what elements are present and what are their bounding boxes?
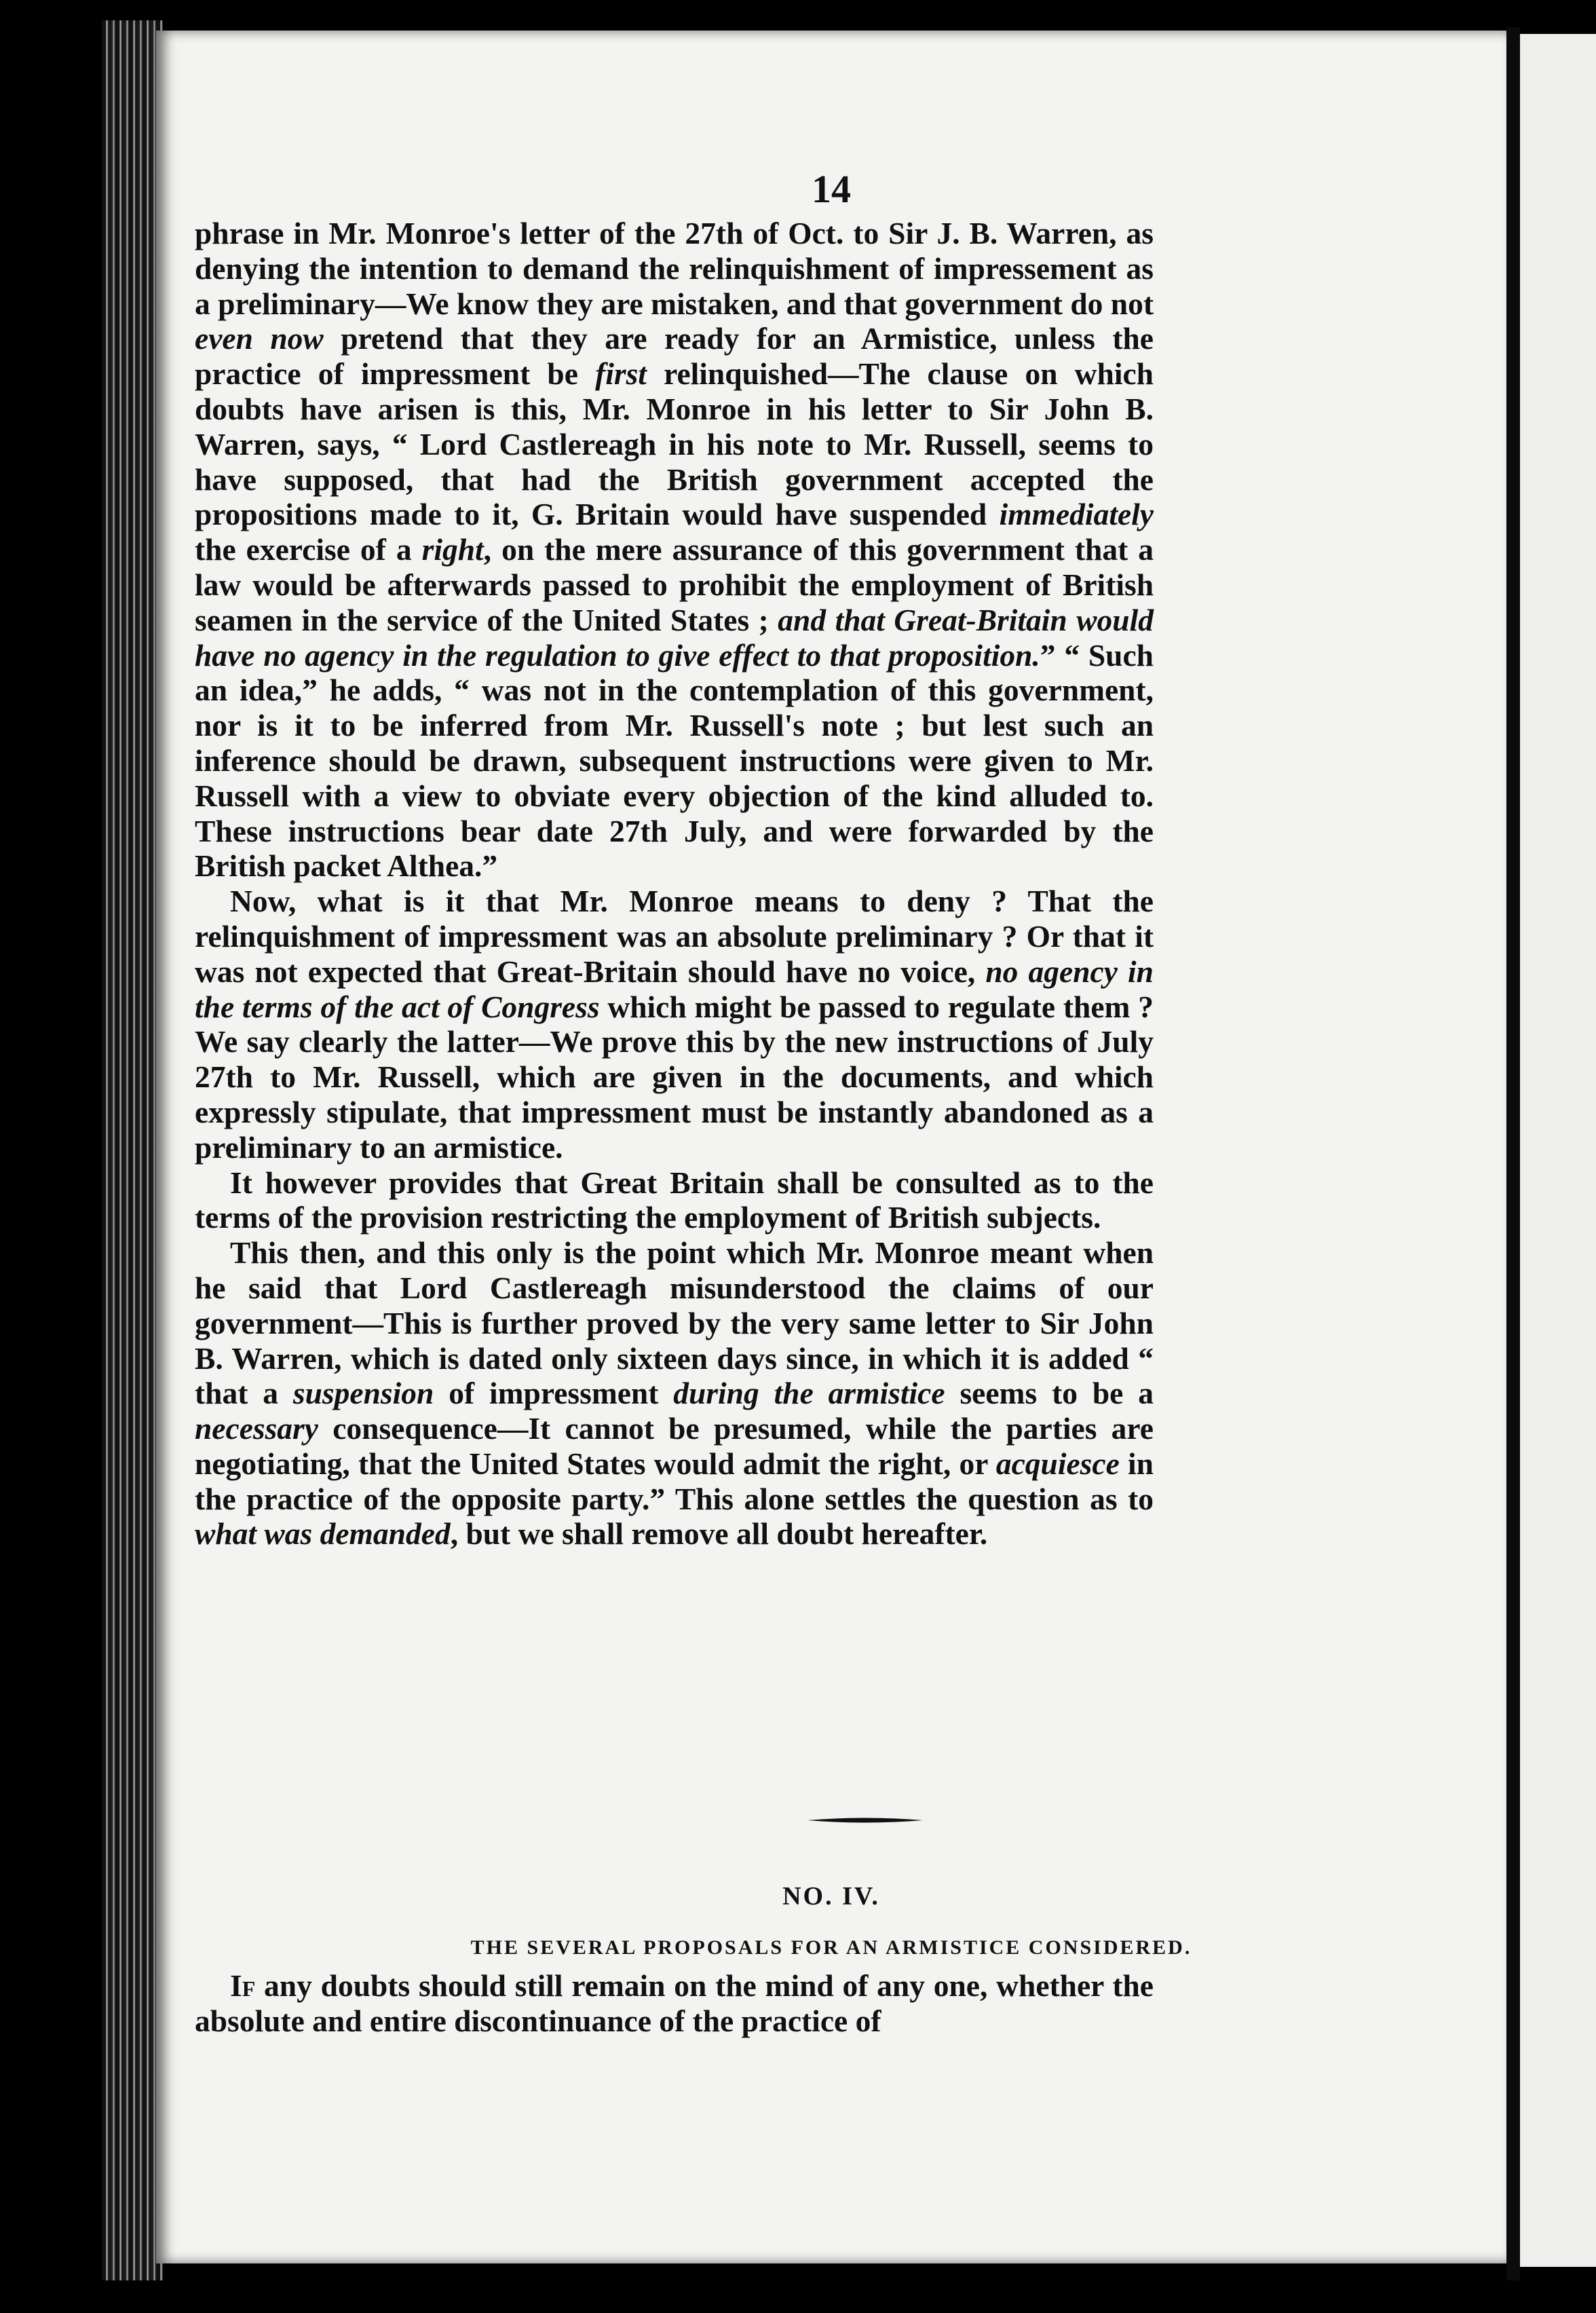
italic-text: no agency in the terms of the act of Congress — [195, 954, 1154, 1024]
paragraph-text: of impressment — [434, 1376, 674, 1411]
italic-text: right — [421, 532, 484, 567]
italic-text: during the armistice — [673, 1376, 945, 1411]
paragraph — [195, 884, 1154, 1165]
book-binding — [102, 20, 163, 2280]
section-opening-paragraph — [195, 1968, 1154, 2039]
section-divider-ornament — [808, 1817, 923, 1824]
paragraph — [195, 216, 1154, 884]
italic-text: necessary — [195, 1411, 318, 1446]
paragraph-text: seems to be a — [945, 1376, 1154, 1411]
italic-text: and that Great-Britain would have no agency in the regulation to give effect to that proposition. — [195, 602, 1154, 673]
paragraph-text: , on the mere assurance of this government that a law would be afterwards passed to prohibit the employment of British seamen in the service of the United States ; — [195, 532, 1154, 637]
section-paragraph — [195, 1968, 1154, 2039]
section-title: THE SEVERAL PROPOSALS FOR AN ARMISTICE CONSIDERED. — [470, 1936, 1192, 1959]
paragraph-text: the exercise of a — [195, 532, 422, 567]
italic-text: immediately — [999, 497, 1154, 532]
paragraph-text: This then, and this only is the point which Mr. Monroe meant when he said that Lord Castlereagh misunderstood the claims of our government—This is further proved by the very same letter to Sir John B. Warren, which is dated only sixteen days since, in which it is added “ that a — [195, 1235, 1154, 1411]
paragraph-text: , but we shall remove all doubt hereafter. — [450, 1516, 988, 1552]
italic-text: acquiesce — [995, 1446, 1120, 1481]
italic-text: first — [595, 356, 647, 392]
section-paragraph-text: any doubts should still remain on the mind of any one, whether the absolute and entire discontinuance of the practice of — [195, 1968, 1154, 2038]
paragraph-text: in the practice of the opposite party.” This alone settles the question as to — [195, 1446, 1154, 1516]
page-edge — [1506, 27, 1520, 2280]
italic-text: what was demanded — [195, 1516, 451, 1552]
paragraph-text: pretend that they are ready for an Armistice, unless the practice of impressment be — [195, 321, 1154, 392]
section-first-word: If — [230, 1968, 256, 2003]
paragraph-text: Now, what is it that Mr. Monroe means to deny ? That the relinquishment of impressment was an absolute preliminary ? Or that it was not expected that Great-Britain should have no voice, — [195, 884, 1154, 989]
paragraph — [195, 1235, 1154, 1552]
paragraph-text: which might be passed to regulate them ? We say clearly the latter—We prove this by the new instructions of July 27th to Mr. Russell, which are given in the documents, and which expressly stipulate, that impressment must be instantly abandoned as a preliminary to an armistice. — [195, 989, 1154, 1165]
facing-page-edge — [1520, 34, 1596, 2267]
italic-text: even now — [195, 321, 324, 356]
paragraph — [195, 1165, 1154, 1236]
paragraph-text: ” “ Such an idea,” he adds, “ was not in the contemplation of this government, nor is it to be inferred from Mr. Russell's note ; but lest such an inference should be drawn, subsequent instructions were given to Mr. Russell with a view to obviate every objection of the kind alluded to. These instructions bear date 27th July, and were forwarded by the British packet Althea.” — [195, 637, 1154, 884]
body-text — [195, 216, 1154, 1552]
italic-text: suspension — [292, 1376, 434, 1411]
section-number: NO. IV. — [782, 1882, 880, 1911]
paragraph-text: relinquished—The clause on which doubts have arisen is this, Mr. Monroe in his letter to Sir John B. Warren, says, “ Lord Castlereagh in his note to Mr. Russell, seems to have supposed, that had the British government accepted the propositions made to it, G. Britain would have suspended — [195, 356, 1154, 532]
paragraph-text: consequence—It cannot be presumed, while the parties are negotiating, that the United States would admit the right, or — [195, 1411, 1154, 1481]
paragraph-text: phrase in Mr. Monroe's letter of the 27th of Oct. to Sir J. B. Warren, as denying the intention to demand the relinquishment of impressement as a preliminary—We know they are mistaken, and that government do not — [195, 216, 1154, 321]
paragraph-text: It however provides that Great Britain shall be consulted as to the terms of the provision restricting the employment of British subjects. — [195, 1165, 1154, 1235]
page-number: 14 — [812, 167, 851, 211]
